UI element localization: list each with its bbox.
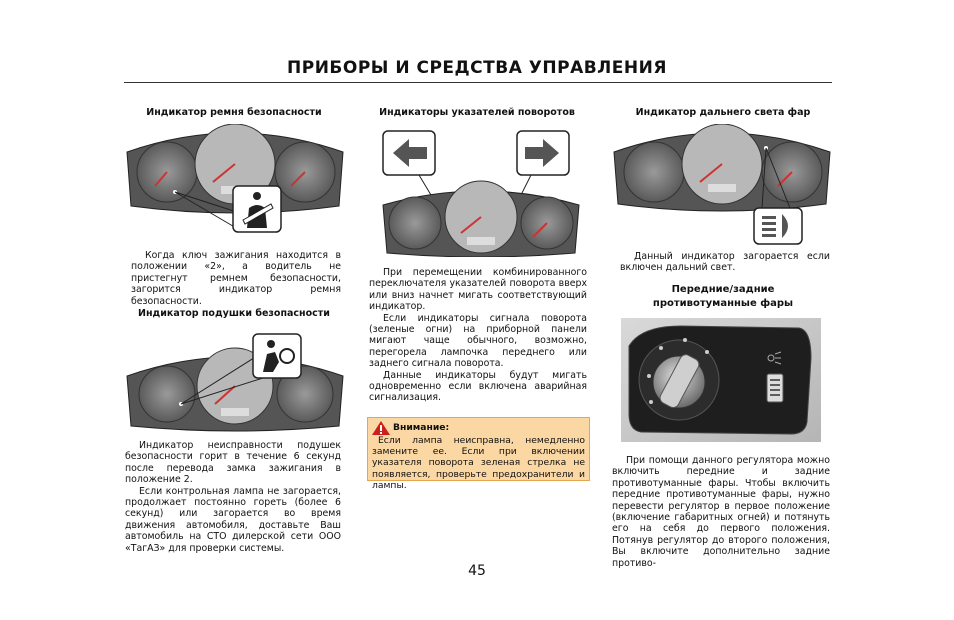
fog-light-switch-photo xyxy=(621,318,821,442)
page-title: ПРИБОРЫ И СРЕДСТВА УПРАВЛЕНИЯ xyxy=(287,58,667,78)
fog-lights-text: При помощи данного регулятора можно включить передние и задние противотуманные фары. Чтобы включить передние противотуманные фары, нужно перевести регулятор в первое положение (включение габаритных огней) и потянуть его на себя до первого положения. Потянув регулятор до второго положения, Вы включите дополнительно задние противо- xyxy=(612,455,830,569)
high-beam-text: Данный индикатор загорается если включен дальний свет. xyxy=(620,251,830,274)
seatbelt-heading: Индикатор ремня безопасности xyxy=(146,107,322,118)
airbag-indicator-figure xyxy=(125,332,345,432)
warning-box xyxy=(367,417,590,491)
turn-signal-text: При перемещении комбинированного переключателя указателей поворота вверх или вниз начнет мигать соответствующий индикатор. Если индикаторы сигнала поворота (зеленые огни) на приборной панели мигают чаще обычного, возможно, перегорела лампочка переднего или заднего сигнала поворота. Данные индикаторы будут мигать одновременно если включена аварийная сигнализация. xyxy=(369,267,587,404)
high-beam-figure xyxy=(612,124,832,246)
warning-text: Если лампа неисправна, немедленно замените ее. Если при включении указателя поворота зеленая стрелка не появляется, проверьте предохранители и лампы. xyxy=(372,435,585,491)
turn-signal-figure xyxy=(381,127,581,257)
seatbelt-text: Когда ключ зажигания находится в положении «2», а водитель не пристегнут ремнем безопасности, загорится индикатор ремня безопасности. xyxy=(131,250,341,307)
airbag-text: Индикатор неисправности подушек безопасности горит в течение 6 секунд после перевода замка зажигания в положение 2. Если контрольная лампа не загорается, продолжает постоянно гореть (более 6 секунд) или загорается во время движения автомобиля, доставьте Ваш автомобиль на СТО дилерской сети ООО «ТагАЗ» для проверки системы. xyxy=(125,440,341,554)
warning-title: Внимание: xyxy=(393,422,450,434)
high-beam-heading: Индикатор дальнего света фар xyxy=(635,107,811,118)
fog-lights-heading: Передние/задние противотуманные фары xyxy=(652,284,794,309)
title-rule xyxy=(124,82,832,83)
warning-icon xyxy=(372,421,390,435)
turn-signal-heading: Индикаторы указателей поворотов xyxy=(379,107,575,118)
seatbelt-indicator-figure xyxy=(125,124,345,236)
page-number: 45 xyxy=(468,563,486,579)
airbag-heading: Индикатор подушки безопасности xyxy=(138,308,330,319)
